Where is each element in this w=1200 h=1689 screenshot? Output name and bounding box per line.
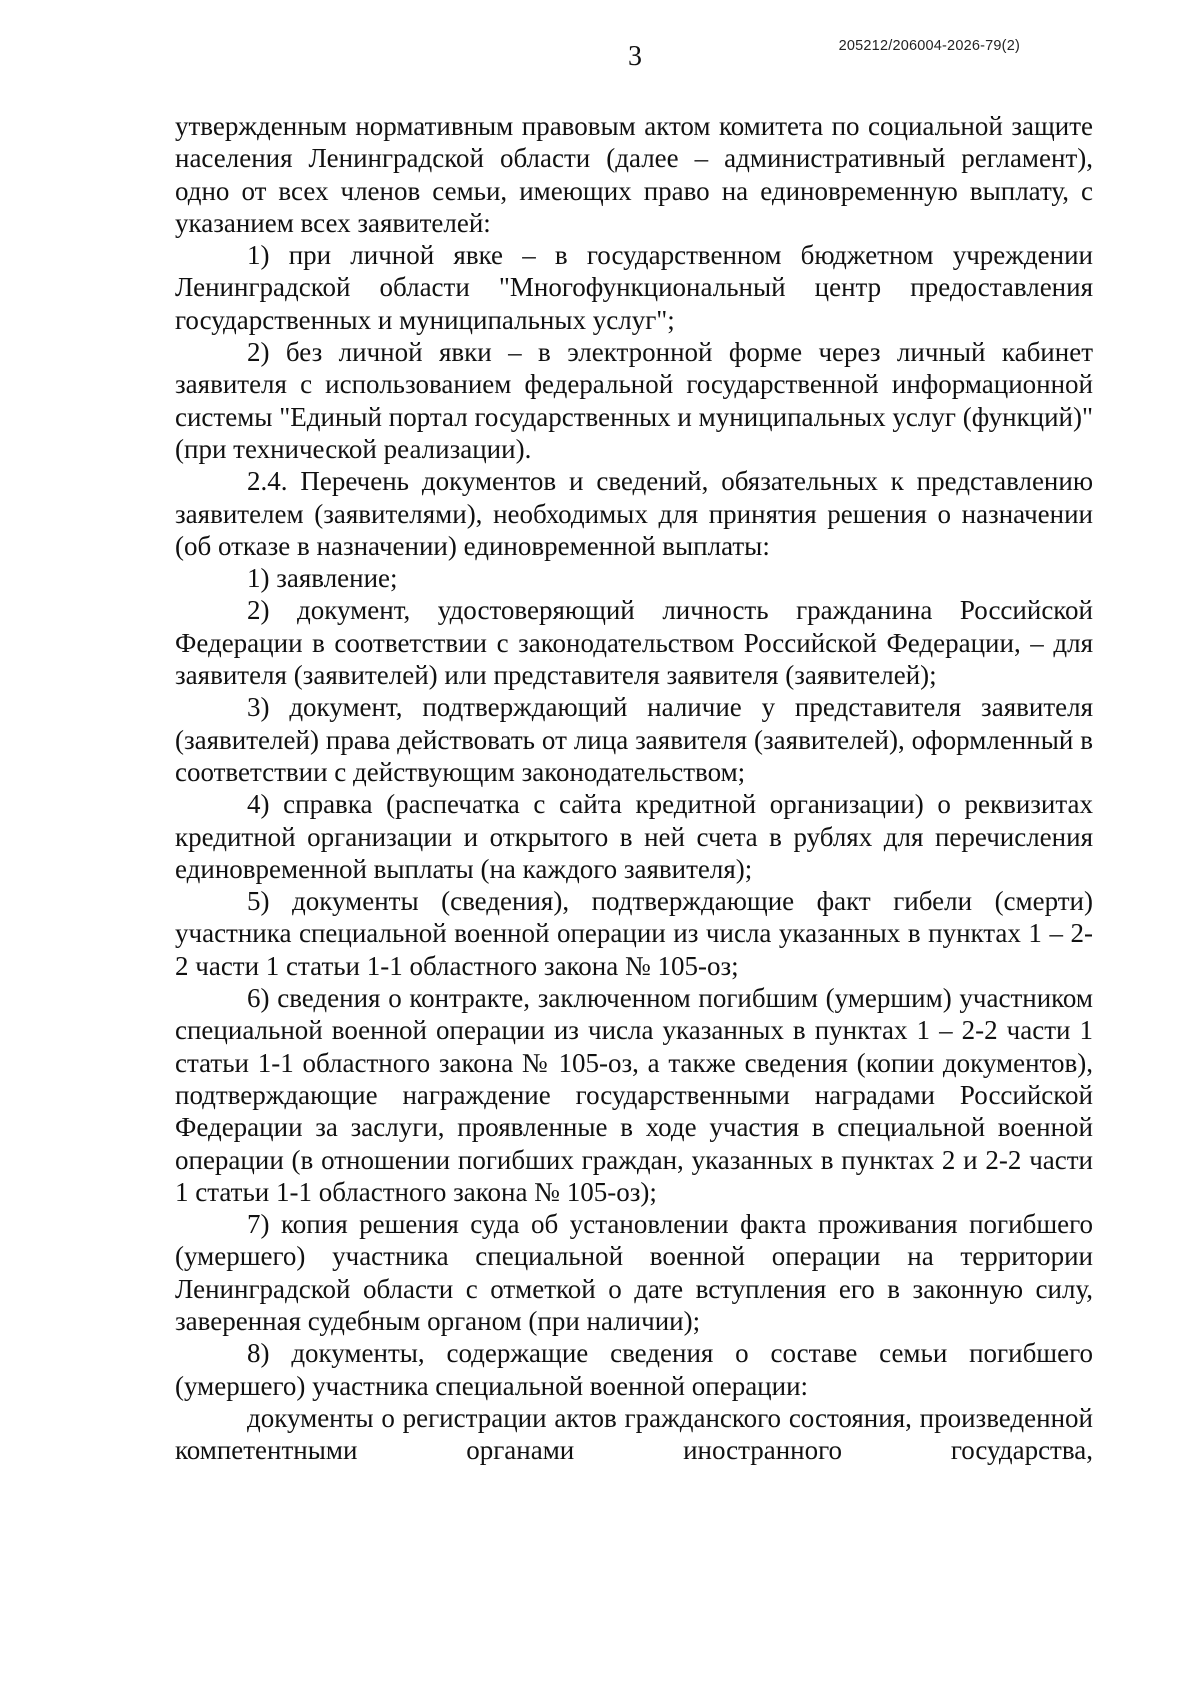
paragraph-doc-item-6: 6) сведения о контракте, заключенном погибшим (умершим) участником специальной военной операции из числа указанных в пунктах 1 – 2-2 части 1 статьи 1-1 областного закона № 105-оз, а также сведения (копии документов), подтверждающие награждение государственными наградами Российской Федерации за заслуги, проявленные в ходе участия в специальной военной операции (в отношении погибших граждан, указанных в пунктах 2 и 2-2 части 1 статьи 1-1 областного закона № 105-оз); xyxy=(175,983,1093,1207)
page-number: 3 xyxy=(628,41,642,72)
paragraph-section-2-4: 2.4. Перечень документов и сведений, обязательных к представлению заявителем (заявителями), необходимых для принятия решения о назначении (об отказе в назначении) единовременной выплаты: xyxy=(175,466,1093,561)
paragraph-doc-item-3: 3) документ, подтверждающий наличие у представителя заявителя (заявителей) права действовать от лица заявителя (заявителей), оформленный в соответствии с действующим законодательством; xyxy=(175,692,1093,787)
paragraph-doc-item-8: 8) документы, содержащие сведения о составе семьи погибшего (умершего) участника специальной военной операции: xyxy=(175,1338,1093,1401)
paragraph-doc-item-7: 7) копия решения суда об установлении факта проживания погибшего (умершего) участника специальной военной операции на территории Ленинградской области с отметкой о дате вступления его в законную силу, заверенная судебным органом (при наличии); xyxy=(175,1209,1093,1336)
paragraph-doc-item-4: 4) справка (распечатка с сайта кредитной организации) о реквизитах кредитной организации и открытого в ней счета в рублях для перечисления единовременной выплаты (на каждого заявителя); xyxy=(175,789,1093,884)
paragraph-civil-registration: документы о регистрации актов гражданского состояния, произведенной компетентными органами иностранного государства, xyxy=(175,1402,1093,1466)
paragraph-doc-item-2: 2) документ, удостоверяющий личность гражданина Российской Федерации в соответствии с законодательством Российской Федерации, – для заявителя (заявителей) или представителя заявителя (заявителей); xyxy=(175,595,1093,691)
document-body xyxy=(175,110,1093,1466)
paragraph-item-2-online: 2) без личной явки – в электронной форме через личный кабинет заявителя с использованием федеральной государственной информационной системы "Единый портал государственных и муниципальных услуг (функций)" (при технической реализации). xyxy=(175,337,1093,464)
paragraph-doc-item-5: 5) документы (сведения), подтверждающие факт гибели (смерти) участника специальной военной операции из числа указанных в пунктах 1 – 2-2 части 1 статьи 1-1 областного закона № 105-оз; xyxy=(175,886,1093,981)
paragraph-item-1-in-person: 1) при личной явке – в государственном бюджетном учреждении Ленинградской области "Многофункциональный центр предоставления государственных и муниципальных услуг"; xyxy=(175,240,1093,335)
paragraph-continuation: утвержденным нормативным правовым актом комитета по социальной защите населения Ленинградской области (далее – административный регламент), одно от всех членов семьи, имеющих право на единовременную выплату, с указанием всех заявителей: xyxy=(175,111,1093,238)
document-code: 205212/206004-2026-79(2) xyxy=(838,38,1020,54)
paragraph-doc-item-1: 1) заявление; xyxy=(247,563,398,594)
